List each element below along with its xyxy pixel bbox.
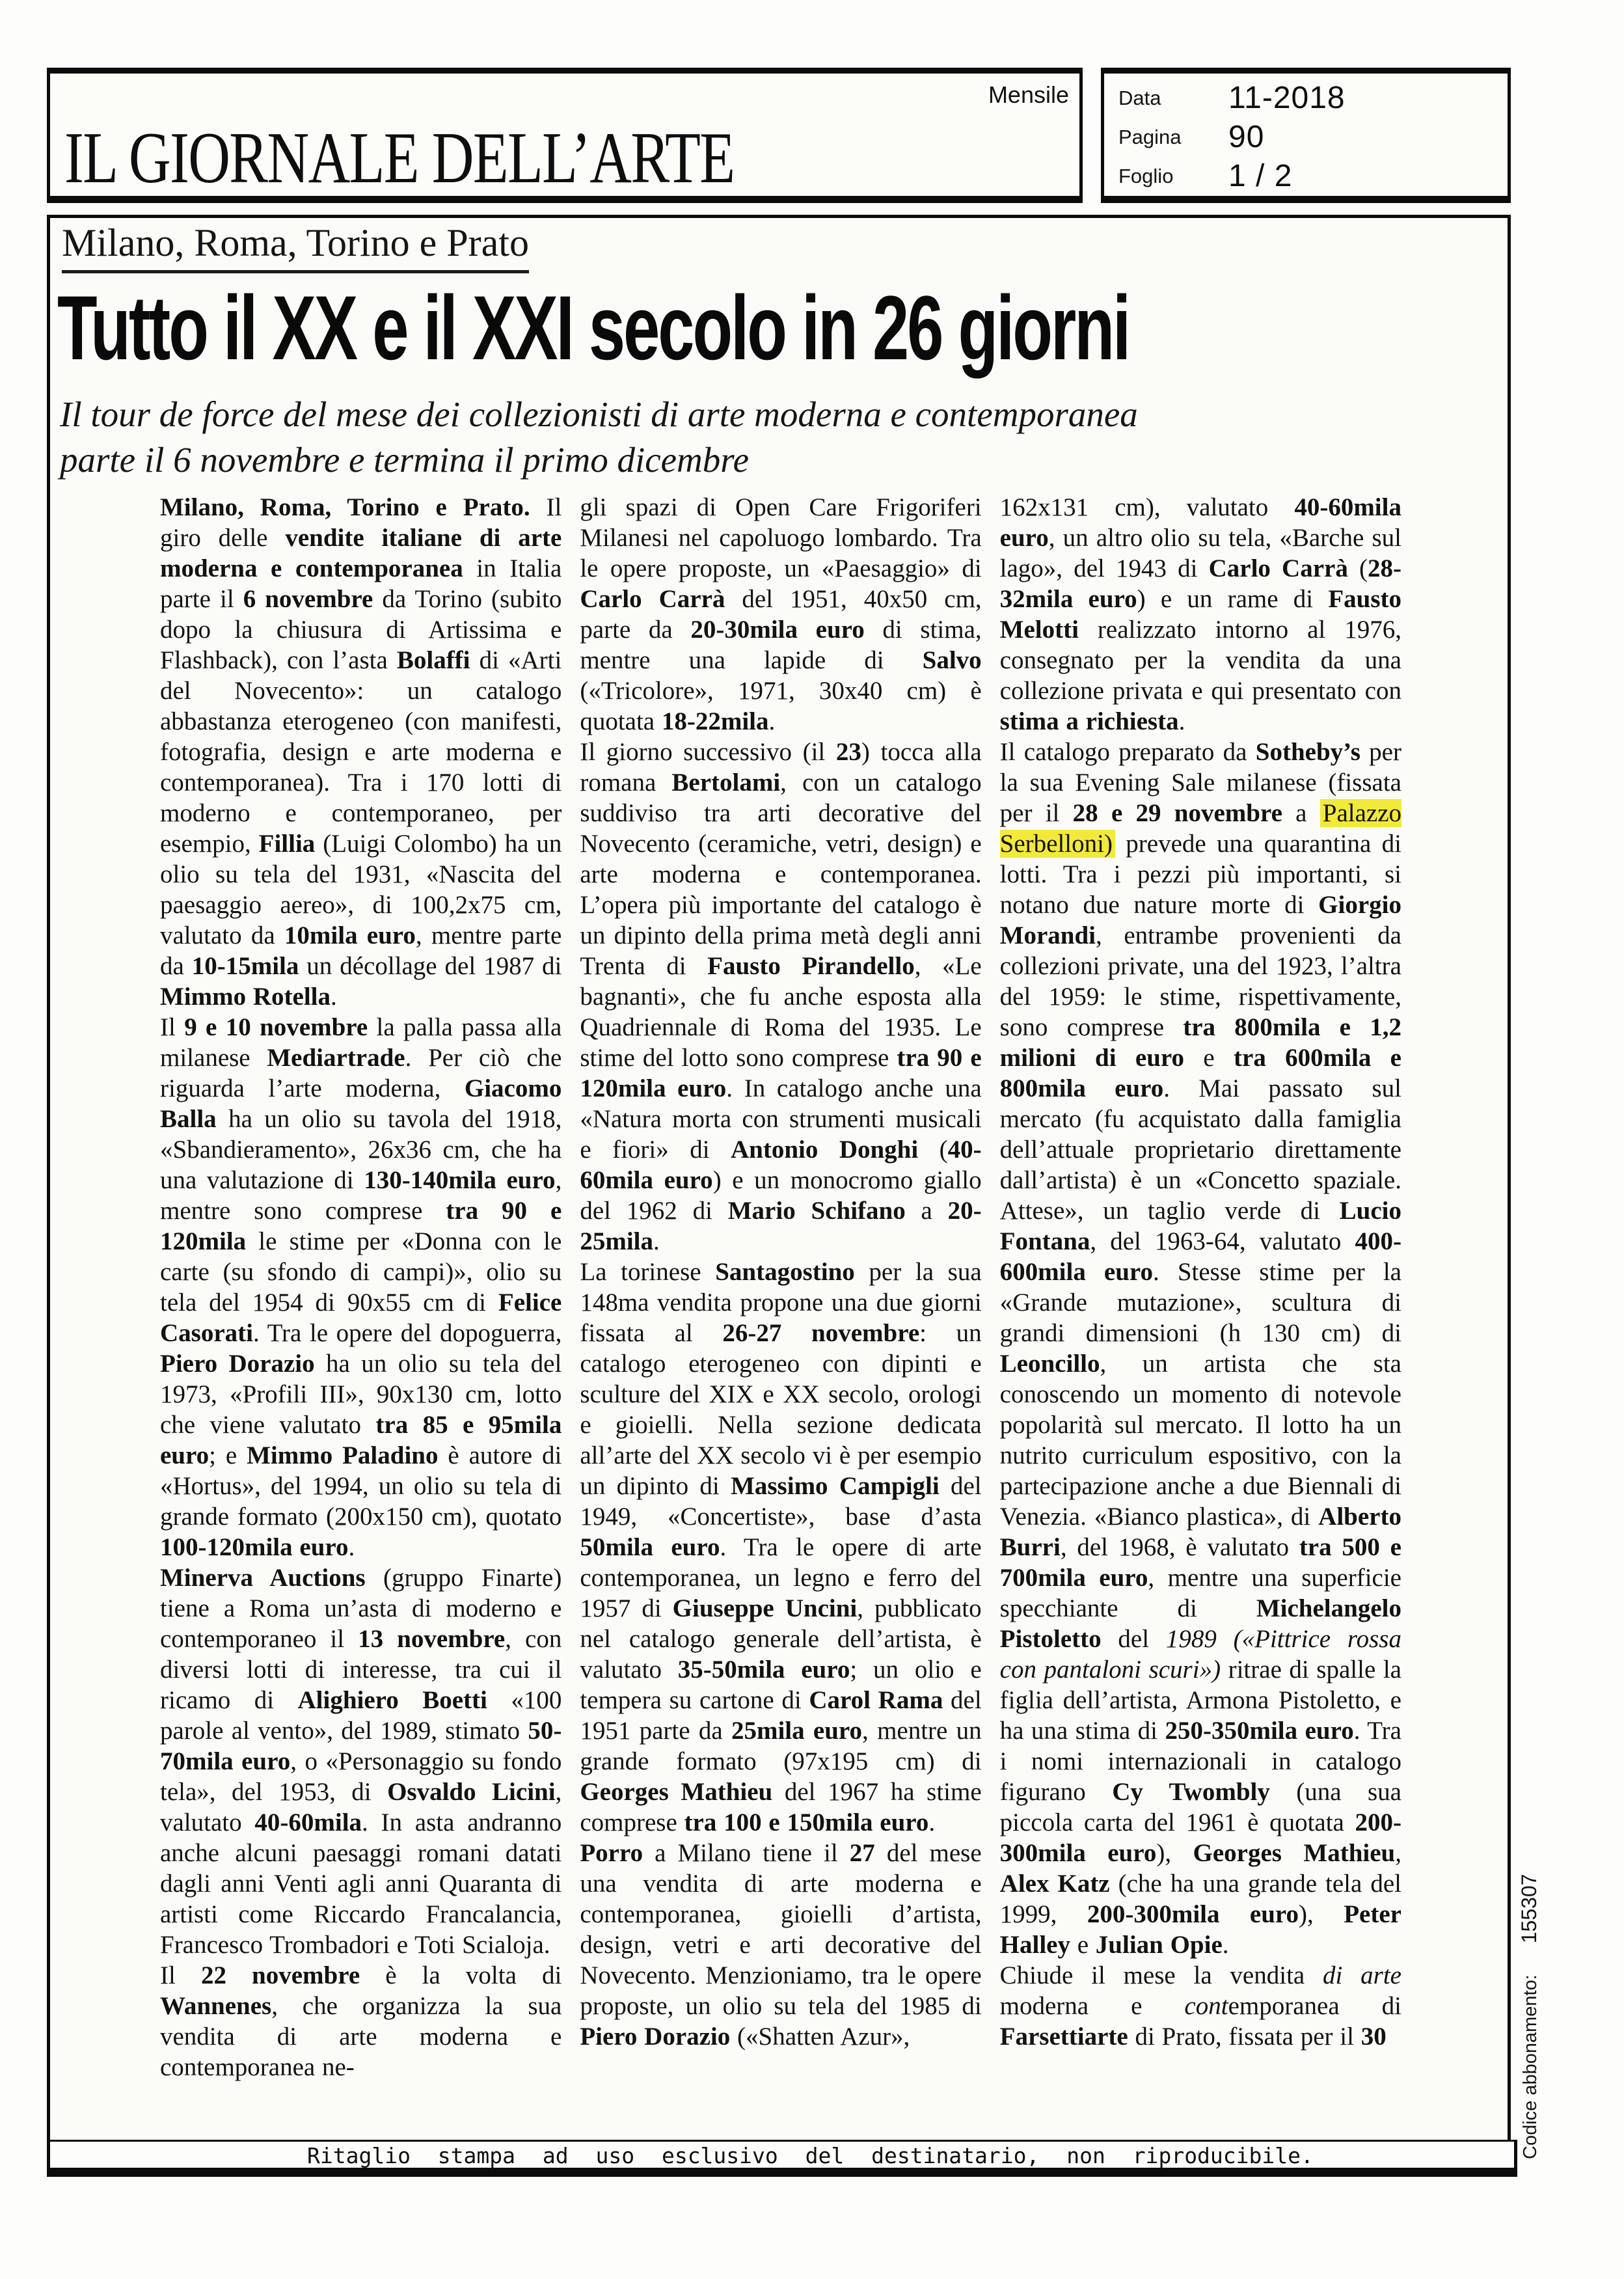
text-run: , (1395, 1839, 1401, 1867)
text-run: tra 90 e 120mila (160, 1197, 562, 1255)
article-paragraph (1000, 492, 1401, 737)
text-run: del 1967 ha stime comprese (580, 1778, 982, 1836)
text-run: 25mila euro (731, 1717, 863, 1745)
text-run: del 1949, «Concertiste», base d’asta (580, 1472, 982, 1531)
text-run: ( (1347, 554, 1368, 582)
headline: Tutto il XX e il XXI secolo in 26 giorni (57, 277, 1130, 379)
text-run: 10-15mila (191, 952, 299, 980)
info-row-pagina (1118, 119, 1508, 158)
text-run: , o «Personaggio su fondo tela», del 1953, di (160, 1747, 562, 1806)
text-run: Carlo Carrà (1208, 554, 1348, 582)
text-run: . (928, 1808, 936, 1836)
text-run: prevede una quarantina di lotti. Tra i pezzi più importanti, si notano due nature morte di (999, 830, 1401, 919)
text-run: Carol Rama (809, 1686, 943, 1714)
text-run: 50-70mila euro (160, 1717, 562, 1775)
text-run: 13 novembre (358, 1625, 506, 1653)
text-run: . Stesse stime per la «Grande mutazione», scultura di grandi dimensioni (h 130 cm) di (999, 1258, 1401, 1347)
text-run: da Torino (subito dopo la chiusura di Artissima e Flashback), con l’asta (160, 585, 562, 674)
subtitle (60, 392, 1426, 483)
text-run: 50mila euro (580, 1533, 720, 1561)
text-run: 40-60mila (254, 1808, 362, 1836)
article-body (160, 492, 1401, 2123)
text-run: 162x131 cm), valutato (999, 493, 1295, 521)
text-run: . (1178, 707, 1185, 735)
text-run: tra 85 e 95mila euro (160, 1411, 562, 1469)
text-run: a (1282, 799, 1320, 827)
text-run: del 1951, 40x50 cm, parte da (580, 585, 982, 644)
article-column-3 (1000, 492, 1401, 2123)
text-run: Julian Opie (1095, 1931, 1223, 1959)
text-run: «100 parole al vento», del 1989, stimato (160, 1686, 562, 1745)
text-run: , «Le bagnanti», che fu anche esposta alla Quadriennale di Roma del 1935. Le stime del lotto sono comprese (580, 952, 982, 1072)
text-run: gli spazi di Open Care Frigoriferi Milanesi nel capoluogo lombardo. Tra le opere proposte, un «Paesaggio» di (580, 493, 982, 582)
text-run: Giuseppe Uncini (672, 1594, 858, 1622)
text-run: Chiude il mese la vendita (999, 1961, 1323, 1989)
text-run: del 1951 parte da (580, 1686, 982, 1745)
text-run: Giorgio Morandi (999, 891, 1401, 949)
text-run: in Italia parte il (160, 554, 562, 613)
text-run: Il catalogo preparato da (999, 738, 1256, 766)
article-paragraph (580, 737, 981, 1257)
text-run: Milano, Roma, Torino e Prato. (160, 493, 547, 521)
subscription-code-number: 155307 (1517, 1874, 1541, 1944)
text-run: ( (918, 1136, 948, 1164)
text-run: Mimmo Paladino (247, 1441, 439, 1469)
text-run: , con diversi lotti di interesse, tra cui il ricamo di (160, 1625, 562, 1714)
info-row-data (1118, 80, 1508, 119)
text-run: un décollage del 1987 di (299, 952, 562, 980)
article-paragraph (580, 1257, 981, 1838)
text-run: . Tra le opere del dopoguerra, (252, 1319, 562, 1347)
text-run: 20-30mila euro (690, 616, 865, 644)
text-run: realizzato intorno al 1976, consegnato per la vendita da una collezione privata e qui presentato con (999, 616, 1401, 705)
text-run: ha un olio su tavola del 1918, «Sbandieramento», 26x36 cm, che ha una valutazione di (160, 1105, 562, 1194)
text-run: . Tra i nomi internazionali in catalogo figurano (999, 1717, 1401, 1806)
text-run: , mentre sono comprese (160, 1166, 562, 1225)
text-run: Il (160, 1013, 185, 1041)
text-run: (una sua piccola carta del 1961 è quotata (999, 1778, 1401, 1836)
text-run: Peter Halley (999, 1900, 1401, 1959)
text-run: 250-350mila euro (1165, 1717, 1354, 1745)
text-run: tra 800mila e 1,2 milioni di euro (999, 1013, 1401, 1072)
text-run: Il giorno successivo (il (580, 738, 836, 766)
text-run: 200-300mila euro (999, 1808, 1401, 1867)
text-run: , un artista che sta conoscendo un momento di notevole popolarità sul mercato. Il lotto ha un nutrito curriculum espositivo, con la partecipazione anche a due Biennali di Venezia. «Bianco plastica», di (999, 1350, 1401, 1531)
text-run: è autore di «Hortus», del 1994, un olio su tela di grande formato (200x150 cm), quotato (160, 1441, 562, 1531)
text-run: Cy Twombly (1112, 1778, 1270, 1806)
text-run: 35-50mila euro (677, 1656, 850, 1684)
article-paragraph (160, 1960, 562, 2082)
subtitle-line-1: Il tour de force del mese dei collezionisti di arte moderna e contemporanea (60, 394, 1138, 434)
text-run: del mese una vendita di arte moderna e contemporanea, gioielli d’artista, design, vetri e arti decorative del Novecento. Menzioniamo, tra le opere proposte, un olio su tela del 1985 di (580, 1839, 982, 2020)
text-run: , che organizza la sua vendita di arte moderna e contemporanea ne- (160, 1992, 562, 2081)
text-run: 20-25mila (580, 1197, 982, 1255)
text-run: Porro (580, 1839, 643, 1867)
text-run: emporanea di (1228, 1992, 1401, 2020)
text-run: («Tricolore», 1971, 30x40 cm) è quotata (580, 677, 982, 735)
text-run: Mimmo Rotella (160, 983, 331, 1011)
text-run: vendite italiane di arte moderna e contemporanea (160, 524, 562, 582)
article-paragraph (1000, 737, 1401, 1960)
text-run: , del 1968, è valutato (1060, 1533, 1299, 1561)
text-run: 1989 («Pittrice rossa con pantaloni scuri») (999, 1625, 1401, 1684)
article-paragraph (160, 1563, 562, 1960)
text-run: 400-600mila euro (999, 1227, 1401, 1286)
text-run: 200-300mila euro (1087, 1900, 1299, 1928)
text-run: Bolaffi (396, 646, 470, 674)
text-run: di «Arti del Novecento»: un catalogo abbastanza eterogeneo (con manifesti, fotografia, design e arte moderna e contemporanea). Tra i 170 lotti di moderno e contemporaneo, per esempio, (160, 646, 562, 858)
text-run: 100-120mila euro (160, 1533, 349, 1561)
kicker: Milano, Roma, Torino e Prato (62, 223, 529, 273)
text-run: : un catalogo eterogeneo con dipinti e sculture del XIX e XX secolo, orologi e gioielli. Nella sezione dedicata all’arte del XX secolo vi è per esempio un dipinto di (580, 1319, 982, 1500)
text-run: Mario Schifano (727, 1197, 906, 1225)
article-column-1 (160, 492, 562, 2123)
text-run: (che ha una grande tela del 1999, (999, 1870, 1401, 1928)
text-run: Felice Casorati (160, 1289, 562, 1347)
publication-info-box (1101, 68, 1511, 203)
text-run: , del 1963-64, valutato (1090, 1227, 1355, 1255)
text-run: la palla passa alla milanese (160, 1013, 562, 1072)
footer-disclaimer: Ritaglio stampa ad uso esclusivo del destinatario, non riproducibile. (307, 2143, 1314, 2168)
text-run: Fausto Melotti (999, 585, 1401, 644)
text-run: ), (1156, 1839, 1193, 1867)
text-run: . (768, 707, 776, 735)
article-paragraph (580, 1838, 981, 2052)
text-run: stima a richiesta (999, 707, 1179, 735)
text-run: . (331, 983, 337, 1011)
text-run: Santagostino (715, 1258, 855, 1286)
text-run: ) e un monocromo giallo del 1962 di (580, 1166, 982, 1225)
text-run: di arte (1323, 1961, 1401, 1989)
text-run: . Tra le opere di arte contemporanea, un legno e ferro del 1957 di (580, 1533, 982, 1622)
text-run: ; e (209, 1441, 247, 1469)
text-run: Mediartrade (267, 1044, 405, 1072)
text-run: 18-22mila (661, 707, 769, 735)
article-paragraph (160, 1012, 562, 1563)
text-run: ) tocca alla romana (580, 738, 982, 797)
text-run: La torinese (580, 1258, 716, 1286)
pagina-label: Pagina (1118, 125, 1182, 148)
text-run: tra 500 e 700mila euro (999, 1533, 1401, 1592)
text-run: . (1222, 1931, 1229, 1959)
masthead-title: IL GIORNALE DELL’ARTE (64, 118, 735, 198)
text-run: Minerva Auctions (160, 1564, 366, 1592)
text-run: (gruppo Finarte) tiene a Roma un’asta di moderno e contemporaneo il (160, 1564, 562, 1653)
text-run: . Per ciò che riguarda l’arte moderna, (160, 1044, 562, 1102)
text-run: 28-32mila euro (999, 554, 1401, 613)
text-run: a (905, 1197, 948, 1225)
text-run: Carlo Carrà (580, 585, 725, 613)
pagina-value: 90 (1228, 120, 1265, 154)
data-value: 11-2018 (1228, 81, 1346, 115)
text-run: , valutato (160, 1778, 562, 1836)
text-run: del (1101, 1625, 1166, 1653)
text-run: 22 novembre (200, 1961, 360, 1989)
subtitle-line-2: parte il 6 novembre e termina il primo dicembre (60, 440, 750, 480)
text-run: tra 100 e 150mila euro (684, 1808, 929, 1836)
text-run: . Mai passato sul mercato (fu acquistato dalla famiglia dell’attuale proprietario direttamente dall’artista) è un «Concetto spaziale. Attese», un taglio verde di (999, 1074, 1401, 1225)
text-run: tra 90 e 120mila euro (580, 1044, 982, 1102)
text-run: . In asta andranno anche alcuni paesaggi romani datati dagli anni Venti agli anni Quaranta di artisti come Riccardo Francalancia, Francesco Trombadori e Toti Scialoja. (160, 1808, 562, 1959)
text-run: ritrae di spalle la figlia dell’artista, Armona Pistoletto, e ha una stima di (999, 1656, 1401, 1745)
text-run: Farsettiarte (999, 2023, 1128, 2051)
footer-strip (47, 2140, 1517, 2177)
text-run: , mentre un grande formato (97x195 cm) di (580, 1717, 982, 1775)
text-run: moderna e (999, 1992, 1185, 2020)
text-run: . (348, 1533, 355, 1561)
text-run: cont (1184, 1992, 1228, 2020)
text-run: , entrambe provenienti da collezioni private, una del 1923, l’altra del 1959: le stime, rispettivamente, sono comprese (999, 921, 1401, 1041)
text-run: Georges Mathieu (580, 1778, 773, 1806)
text-run: Il (160, 1961, 201, 1989)
text-run: Piero Dorazio (580, 2023, 731, 2051)
text-run: Alberto Burri (999, 1503, 1401, 1561)
text-run: , pubblicato nel catalogo generale dell’artista, è valutato (580, 1594, 982, 1684)
text-run: e (1184, 1044, 1234, 1072)
text-run: per la sua Evening Sale milanese (fissata per il (999, 738, 1401, 827)
text-run: , mentre parte da (160, 921, 562, 980)
text-run: Alighiero Boetti (297, 1686, 487, 1714)
info-row-foglio (1118, 158, 1508, 197)
text-run: Lucio Fontana (999, 1197, 1401, 1255)
text-run: Michelangelo Pistoletto (999, 1594, 1401, 1653)
text-run: per la sua 148ma vendita propone una due giorni fissata al (580, 1258, 982, 1347)
text-run: di stima, mentre una lapide di (580, 616, 982, 674)
foglio-label: Foglio (1118, 164, 1174, 187)
text-run: 9 e 10 novembre (184, 1013, 368, 1041)
foglio-value: 1 / 2 (1228, 159, 1293, 193)
text-run: Il giro delle (160, 493, 562, 552)
text-run: , mentre una superficie specchiante di (999, 1564, 1401, 1622)
text-run: 27 (849, 1839, 875, 1867)
text-run: Leoncillo (999, 1350, 1100, 1378)
text-run: . In catalogo anche una «Natura morta con strumenti musicali e fiori» di (580, 1074, 982, 1164)
article-column-2 (580, 492, 981, 2123)
text-run: ), (1299, 1900, 1344, 1928)
article-paragraph (580, 492, 981, 737)
text-run: ) e un rame di (1137, 585, 1329, 613)
text-run: 40-60mila euro (999, 493, 1401, 552)
text-run: Fillia (258, 830, 316, 858)
text-run: 30 (1360, 2023, 1387, 2051)
text-run: le stime per «Donna con le carte (su sfondo di campi)», olio su tela del 1954 di 90x55 cm di (160, 1227, 562, 1317)
text-run: 40-60mila euro (580, 1136, 982, 1194)
highlighted-text: Palazzo Serbelloni) (999, 799, 1401, 858)
text-run: ha un olio su tela del 1973, «Profili III», 90x130 cm, lotto che viene valutato (160, 1350, 562, 1439)
text-run: Alex Katz (999, 1870, 1110, 1898)
text-run: a Milano tiene il (643, 1839, 850, 1867)
text-run: e (1070, 1931, 1096, 1959)
article-paragraph (160, 492, 562, 1012)
text-run: Osvaldo Licini (387, 1778, 556, 1806)
text-run: , con un catalogo suddiviso tra arti decorative del Novecento (ceramiche, vetri, design) e arte moderna e contemporanea. L’opera più importante del catalogo è un dipinto della prima metà degli anni Trenta di (580, 769, 982, 980)
text-run: («Shatten Azur», (730, 2023, 910, 2051)
text-run: tra 600mila e 800mila euro (999, 1044, 1401, 1102)
text-run: Georges Mathieu (1193, 1839, 1396, 1867)
article-paragraph (1000, 1960, 1401, 2052)
text-run: 28 e 29 novembre (1072, 799, 1282, 827)
text-run: Fausto Pirandello (707, 952, 915, 980)
newspaper-header-box (47, 68, 1083, 203)
text-run: 26-27 novembre (722, 1319, 920, 1347)
text-run: Antonio Donghi (731, 1136, 919, 1164)
text-run: Giacomo Balla (160, 1074, 562, 1133)
frequency-label: Mensile (988, 81, 1069, 108)
subscription-code-label: Codice abbonamento: (1520, 1974, 1541, 2159)
subscription-code-vertical (1517, 1874, 1541, 2159)
text-run: Salvo (922, 646, 982, 674)
text-run: Piero Dorazio (160, 1350, 315, 1378)
text-run: 23 (835, 738, 861, 766)
text-run: , un altro olio su tela, «Barche sul lago», del 1943 di (999, 524, 1401, 582)
text-run: di Prato, fissata per il (1128, 2023, 1361, 2051)
text-run: 130-140mila euro (364, 1166, 556, 1194)
text-run: Massimo Campigli (731, 1472, 940, 1500)
text-run: Sotheby’s (1255, 738, 1360, 766)
text-run: 6 novembre (243, 585, 373, 613)
text-run: (Luigi Colombo) ha un olio su tela del 1931, «Nascita del paesaggio aereo», di 100,2x75 cm, valutato da (160, 830, 562, 949)
text-run: 10mila euro (284, 921, 416, 949)
text-run: Bertolami (671, 769, 781, 797)
text-run: ; un olio e tempera su cartone di (580, 1656, 982, 1714)
text-run: Wannenes (160, 1992, 272, 2020)
text-run: . (653, 1227, 660, 1255)
data-label: Data (1118, 86, 1161, 109)
text-run: è la volta di (360, 1961, 562, 1989)
